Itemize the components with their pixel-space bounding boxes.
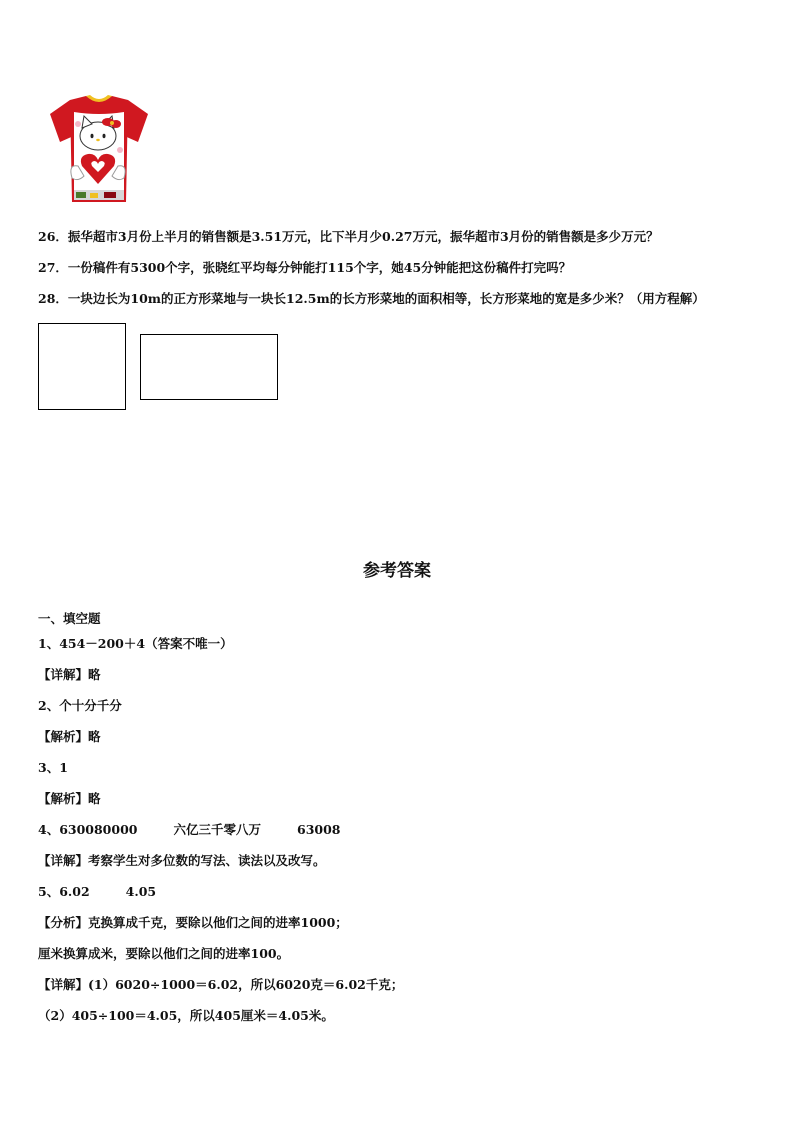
answer-5-analysis-1: 【分析】克换算成千克，要除以他们之间的进率1000； <box>38 915 348 930</box>
answer-5-detail-1: 【详解】(1）6020÷1000＝6.02，所以6020克＝6.02千克； <box>38 977 404 992</box>
answer-4-detail: 【详解】考察学生对多位数的写法、读法以及改写。 <box>38 853 326 868</box>
section-heading: 一、填空题 <box>38 611 101 626</box>
square-plot-diagram <box>38 323 126 410</box>
answer-1-detail: 【详解】略 <box>38 667 101 682</box>
rectangle-plot-diagram <box>140 334 278 400</box>
answer-5-second: 4.05 <box>125 884 157 899</box>
question-27: 27．一份稿件有5300个字，张晓红平均每分钟能打115个字，她45分钟能把这份稿件打完吗？ <box>38 260 572 275</box>
answer-5-first: 5、6.02 <box>38 884 90 899</box>
answer-5-analysis-2: 厘米换算成米，要除以他们之间的进率100。 <box>38 946 290 961</box>
answer-5-detail-2: （2）405÷100＝4.05，所以405厘米＝4.05米。 <box>38 1008 334 1023</box>
answer-4-reading: 六亿三千零八万 <box>173 822 261 837</box>
answer-2: 2、个十分千分 <box>38 698 122 713</box>
answer-4-rewrite: 63008 <box>297 822 341 837</box>
answer-3: 3、1 <box>38 760 68 775</box>
answer-5 <box>38 884 156 900</box>
answer-4 <box>38 822 341 838</box>
kitty-tshirt-image <box>42 94 156 206</box>
question-28: 28．一块边长为10m的正方形菜地与一块长12.5m的长方形菜地的面积相等，长方形菜地的宽是多少米？（用方程解） <box>38 291 705 306</box>
answer-title: 参考答案 <box>363 561 431 581</box>
answer-3-detail: 【解析】略 <box>38 791 101 806</box>
answer-4-number: 4、630080000 <box>38 822 138 837</box>
answer-2-detail: 【解析】略 <box>38 729 101 744</box>
question-26: 26．振华超市3月份上半月的销售额是3.51万元，比下半月少0.27万元，振华超市3月份的销售额是多少万元？ <box>38 229 659 244</box>
answer-1: 1、454－200＋4（答案不唯一） <box>38 636 233 651</box>
